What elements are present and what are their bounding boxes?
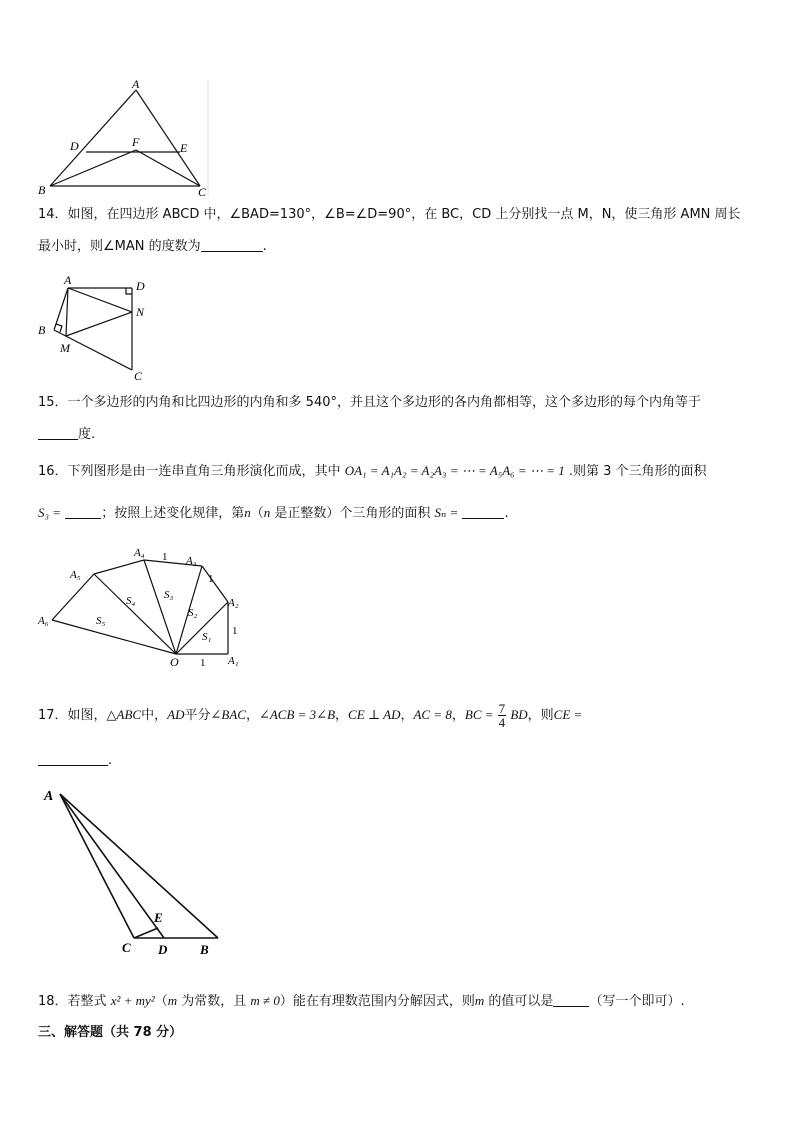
q14-text2: 最小时，则∠MAN 的度数为 bbox=[38, 239, 201, 254]
q17-fraction-numerator: 7 bbox=[498, 701, 506, 716]
q16-suffix: .则第 3 个三角形的面积 bbox=[564, 464, 707, 479]
q17-prefix: 17．如图， bbox=[38, 708, 107, 723]
question-15-line1 bbox=[38, 394, 701, 412]
label-c: C bbox=[198, 185, 207, 199]
q17-t7: ，则 bbox=[527, 708, 554, 723]
q17-t1: 中， bbox=[141, 708, 168, 723]
figure-right-triangle-spiral bbox=[34, 544, 264, 674]
q17-triangle: △ABC bbox=[106, 707, 142, 722]
q16-mid2: （ bbox=[250, 506, 264, 521]
label-d: D bbox=[70, 139, 79, 153]
answer-blank-16a[interactable] bbox=[65, 505, 101, 519]
q15-text2: 度. bbox=[78, 427, 96, 442]
q17-t4: ， bbox=[335, 708, 349, 723]
answer-blank-14[interactable] bbox=[201, 238, 263, 252]
question-14-line1 bbox=[38, 206, 741, 224]
answer-blank-15[interactable] bbox=[38, 426, 78, 440]
figure-triangle-abc-bisector bbox=[40, 782, 230, 962]
q17-t2: 平分 bbox=[184, 708, 211, 723]
label-s1: S₁ bbox=[202, 631, 212, 643]
label-one-a2a3: 1 bbox=[208, 573, 214, 585]
q18-expression: x² + my² bbox=[110, 993, 155, 1008]
label-e: E bbox=[154, 910, 163, 925]
q15-text1: 15．一个多边形的内角和比四边形的内角和多 540°，并且这个多边形的各内角都相等，这个多边形的每个内角等于 bbox=[38, 395, 701, 410]
q18-m2: m bbox=[474, 993, 485, 1008]
q14-end: . bbox=[262, 239, 267, 254]
q17-t3: ， bbox=[245, 708, 259, 723]
question-15-line2 bbox=[38, 426, 95, 444]
label-s3: S₃ bbox=[164, 589, 174, 601]
figure-quadrilateral-abcd bbox=[34, 272, 164, 384]
label-s2: S₂ bbox=[188, 607, 198, 619]
q17-t5: ， bbox=[400, 708, 414, 723]
q14-text1: 14．如图，在四边形 ABCD 中，∠BAD=130°，∠B=∠D=90°，在 BC，CD 上分别找一点 M，N，使三角形 AMN 周长 bbox=[38, 207, 741, 222]
q17-bd: BD bbox=[510, 707, 528, 722]
label-c: C bbox=[134, 369, 143, 383]
q16-mid3: 是正整数）个三角形的面积 bbox=[270, 506, 431, 521]
label-a1: A₁ bbox=[228, 655, 239, 667]
label-a2: A₂ bbox=[228, 597, 239, 609]
answer-blank-18[interactable] bbox=[553, 993, 589, 1007]
label-c: C bbox=[122, 940, 131, 955]
q17-end: . bbox=[108, 753, 113, 768]
q18-prefix: 18．若整式 bbox=[38, 994, 111, 1009]
q18-t1: （ bbox=[154, 994, 168, 1009]
label-one-bottom: 1 bbox=[200, 657, 206, 669]
label-n: N bbox=[136, 305, 145, 319]
q17-fraction bbox=[498, 702, 507, 729]
label-b: B bbox=[200, 942, 209, 957]
q16-n2: n bbox=[263, 505, 271, 520]
figure-triangle-abc bbox=[34, 76, 214, 200]
label-one-a3a4: 1 bbox=[162, 551, 168, 563]
q16-n: n bbox=[244, 505, 251, 520]
q18-t4: 的值可以是 bbox=[484, 994, 554, 1009]
label-e: E bbox=[180, 141, 188, 155]
q16-s3: S₃ = bbox=[38, 505, 62, 520]
label-s5: S₅ bbox=[96, 615, 106, 627]
question-17-line1 bbox=[38, 702, 582, 729]
q18-condition: m ≠ 0 bbox=[250, 993, 280, 1008]
question-14-line2 bbox=[38, 238, 267, 256]
q18-t2: 为常数，且 bbox=[177, 994, 251, 1009]
q16-mid1: ；按照上述变化规律，第 bbox=[101, 506, 245, 521]
q17-ad: AD bbox=[167, 707, 185, 722]
label-b: B bbox=[38, 183, 46, 197]
q17-bc: BC = bbox=[464, 707, 494, 722]
label-d: D bbox=[158, 942, 168, 957]
q17-perpendicular: CE ⊥ AD bbox=[348, 707, 401, 722]
label-s4: S₄ bbox=[126, 595, 136, 607]
label-a5: A₅ bbox=[70, 569, 81, 581]
label-o: O bbox=[170, 655, 179, 669]
q16-equation: OA₁ = A₁A₂ = A₂A₃ = ⋯ = A₅A₆ = ⋯ = 1 bbox=[344, 463, 565, 478]
q17-ce: CE = bbox=[553, 707, 583, 722]
label-a6: A₆ bbox=[38, 615, 49, 627]
label-a: A bbox=[132, 77, 140, 91]
q16-end: . bbox=[504, 506, 509, 521]
section-three-heading: 三、解答题（共 78 分） bbox=[38, 1025, 183, 1040]
label-a: A bbox=[44, 789, 54, 804]
question-18 bbox=[38, 992, 685, 1011]
q17-t6: ， bbox=[451, 708, 465, 723]
label-a: A bbox=[64, 273, 72, 287]
q17-ac: AC = 8 bbox=[413, 707, 452, 722]
label-one-right: 1 bbox=[232, 625, 238, 637]
label-f: F bbox=[132, 135, 140, 149]
label-d: D bbox=[136, 279, 145, 293]
q16-prefix: 16．下列图形是由一连串直角三角形演化而成，其中 bbox=[38, 464, 345, 479]
answer-blank-16b[interactable] bbox=[462, 505, 504, 519]
q18-m1: m bbox=[167, 993, 178, 1008]
label-a3: A₃ bbox=[186, 555, 197, 567]
q17-fraction-denominator: 4 bbox=[498, 715, 506, 730]
q17-angle-bac: ∠BAC bbox=[210, 707, 246, 722]
q16-sn: Sₙ = bbox=[434, 505, 459, 520]
question-16-line2 bbox=[38, 504, 509, 523]
q18-t3: ）能在有理数范围内分解因式，则 bbox=[279, 994, 475, 1009]
question-16-line1 bbox=[38, 462, 707, 481]
q17-angle-relation: ∠ACB = 3∠B bbox=[258, 707, 336, 722]
question-17-line2 bbox=[38, 752, 112, 770]
label-b: B bbox=[38, 323, 46, 337]
label-m: M bbox=[60, 341, 70, 355]
answer-blank-17[interactable] bbox=[38, 752, 108, 766]
q18-t5: （写一个即可）. bbox=[589, 994, 685, 1009]
label-a4: A₄ bbox=[134, 547, 145, 559]
